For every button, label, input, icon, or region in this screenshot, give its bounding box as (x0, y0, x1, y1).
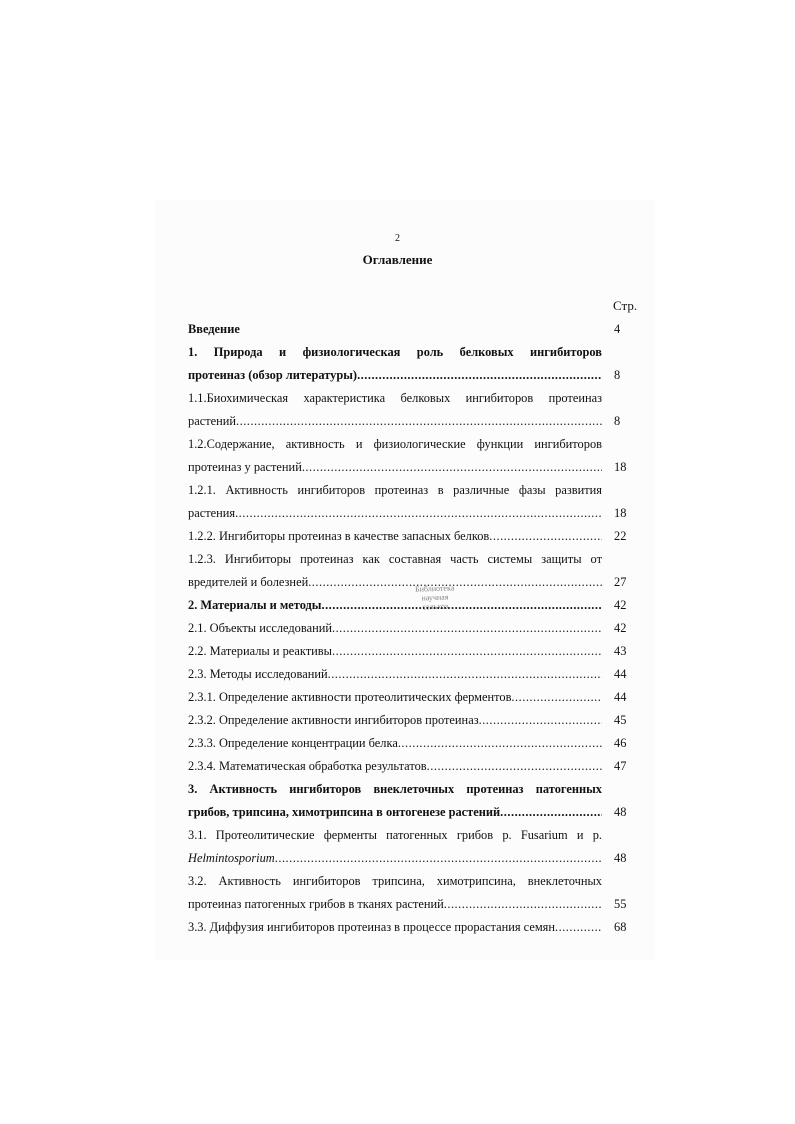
toc-entry-row (188, 502, 638, 525)
toc-leader-dots (302, 456, 602, 479)
page-number: 2 (395, 233, 400, 244)
toc-entry (188, 778, 638, 824)
toc-page-number: 45 (614, 713, 627, 727)
toc-entry-title: протеиназ у растений (188, 460, 302, 474)
toc-entry-title: растений (188, 414, 237, 428)
toc-entry (188, 318, 638, 341)
toc-entry-row (188, 801, 638, 824)
toc-leader-dots (479, 709, 602, 732)
toc-leader-dots (444, 893, 602, 916)
toc-entry-row (188, 709, 638, 732)
toc-entry-title: вредителей и болезней (188, 575, 309, 589)
toc-entry (188, 594, 638, 617)
page-column-header: Стр. (613, 298, 638, 313)
page-title: Оглавление (362, 252, 433, 267)
toc-entry-row (188, 594, 638, 617)
toc-page-number: 8 (614, 414, 621, 428)
toc-page-number: 48 (614, 805, 627, 819)
toc-page-number: 44 (614, 690, 627, 704)
toc-entry-row (188, 847, 638, 870)
toc-entry-title: 2.3.4. Математическая обработка результатов (188, 759, 427, 773)
toc-page-number: 55 (614, 897, 627, 911)
toc-entry (188, 479, 638, 525)
toc-entry-title: протеиназ патогенных грибов в тканях растений (188, 897, 444, 911)
toc-entry (188, 617, 638, 640)
stamp-line: научная (421, 592, 449, 603)
toc-leader-dots (332, 640, 602, 663)
toc-page-number: 4 (614, 322, 621, 336)
toc-leader-dots (555, 916, 602, 939)
stamp-line: Библиотека (414, 583, 455, 594)
toc-entry (188, 387, 638, 433)
toc-leader-dots (275, 847, 602, 870)
toc-leader-dots (308, 571, 602, 594)
toc-entry-title-line: 3. Активность ингибиторов внеклеточных протеиназ патогенных (188, 782, 602, 796)
toc-entry (188, 433, 638, 479)
toc-entry-title-line: 3.2. Активность ингибиторов трипсина, химотрипсина, внеклеточных (188, 874, 602, 888)
toc-page-number: 8 (614, 368, 621, 382)
toc-entry-title-line: 1.1.Биохимическая характеристика белковых ингибиторов протеиназ (188, 391, 602, 405)
toc-leader-dots (236, 410, 602, 433)
toc-page-number: 18 (614, 506, 627, 520)
toc-entry (188, 916, 638, 939)
toc-page-number: 44 (614, 667, 627, 681)
toc-leader-dots (332, 617, 602, 640)
toc-entry-title: 2. Материалы и методы (188, 598, 322, 612)
toc-page-number: 68 (614, 920, 627, 934)
toc-leader-dots (328, 663, 602, 686)
toc-entry-row (188, 318, 638, 341)
toc-entry-title: 2.2. Материалы и реактивы (188, 644, 332, 658)
toc-page-number: 27 (614, 575, 627, 589)
toc-entry-title-line: 1.2.1. Активность ингибиторов протеиназ в различные фазы развития (188, 483, 602, 497)
toc-entry-title: 2.1. Объекты исследований (188, 621, 332, 635)
toc-page-number: 43 (614, 644, 627, 658)
toc-entry-title: растения (188, 506, 236, 520)
toc-entry-title: 3.3. Диффузия ингибиторов протеиназ в процессе прорастания семян (188, 920, 555, 934)
toc-entry (188, 755, 638, 778)
toc-entry-title: протеиназ (обзор литературы) (188, 368, 358, 382)
toc-entry-title: 2.3.1. Определение активности протеолитических ферментов (188, 690, 512, 704)
table-of-contents (188, 318, 638, 939)
toc-entry (188, 732, 638, 755)
toc-page-number: 46 (614, 736, 627, 750)
toc-entry-title: 2.3. Методы исследований (188, 667, 328, 681)
toc-entry-row (188, 456, 638, 479)
toc-leader-dots (398, 732, 602, 755)
toc-entry (188, 525, 638, 548)
toc-entry-title-line: 1.2.Содержание, активность и физиологические функции ингибиторов (188, 437, 602, 451)
toc-page-number: 42 (614, 621, 627, 635)
toc-page-number: 22 (614, 529, 627, 543)
toc-entry-title-line: 1. Природа и физиологическая роль белковых ингибиторов (188, 345, 602, 359)
toc-entry-row (188, 640, 638, 663)
stamp-line: сельхоз (422, 601, 449, 612)
toc-leader-dots (235, 502, 602, 525)
toc-entry (188, 548, 638, 594)
toc-entry-title: грибов, трипсина, химотрипсина в онтогенезе растений (188, 805, 501, 819)
toc-entry-row (188, 893, 638, 916)
toc-entry-title-line: 1.2.3. Ингибиторы протеиназ как составная часть системы защиты от (188, 552, 602, 566)
toc-leader-dots (511, 686, 602, 709)
toc-entry-title-line: 3.1. Протеолитические ферменты патогенных грибов р. Fusarium и р. (188, 828, 602, 842)
toc-entry (188, 341, 638, 387)
toc-entry-title: 2.3.3. Определение концентрации белка (188, 736, 398, 750)
toc-entry-title: Helmintosporium (188, 851, 275, 865)
toc-page-number: 18 (614, 460, 627, 474)
toc-leader-dots (321, 594, 602, 617)
toc-entry-title: 1.2.2. Ингибиторы протеиназ в качестве запасных белков (188, 529, 490, 543)
toc-entry-row (188, 663, 638, 686)
toc-page-number: 42 (614, 598, 627, 612)
toc-entry-row (188, 525, 638, 548)
toc-entry-row (188, 755, 638, 778)
toc-leader-dots (357, 364, 602, 387)
toc-entry (188, 663, 638, 686)
toc-entry (188, 640, 638, 663)
toc-entry-title: 2.3.2. Определение активности ингибиторов протеиназ (188, 713, 479, 727)
toc-leader-dots (500, 801, 602, 824)
toc-entry-row (188, 410, 638, 433)
toc-entry-row (188, 364, 638, 387)
toc-page-number: 48 (614, 851, 627, 865)
toc-entry (188, 686, 638, 709)
toc-leader-dots (427, 755, 602, 778)
toc-leader-dots (489, 525, 602, 548)
toc-entry-title: Введение (188, 322, 240, 336)
toc-page-number: 47 (614, 759, 627, 773)
toc-entry-row (188, 686, 638, 709)
toc-entry (188, 824, 638, 870)
toc-entry (188, 709, 638, 732)
toc-entry-row (188, 916, 638, 939)
toc-entry-row (188, 732, 638, 755)
toc-entry-row (188, 571, 638, 594)
toc-entry (188, 870, 638, 916)
toc-entry-row (188, 617, 638, 640)
